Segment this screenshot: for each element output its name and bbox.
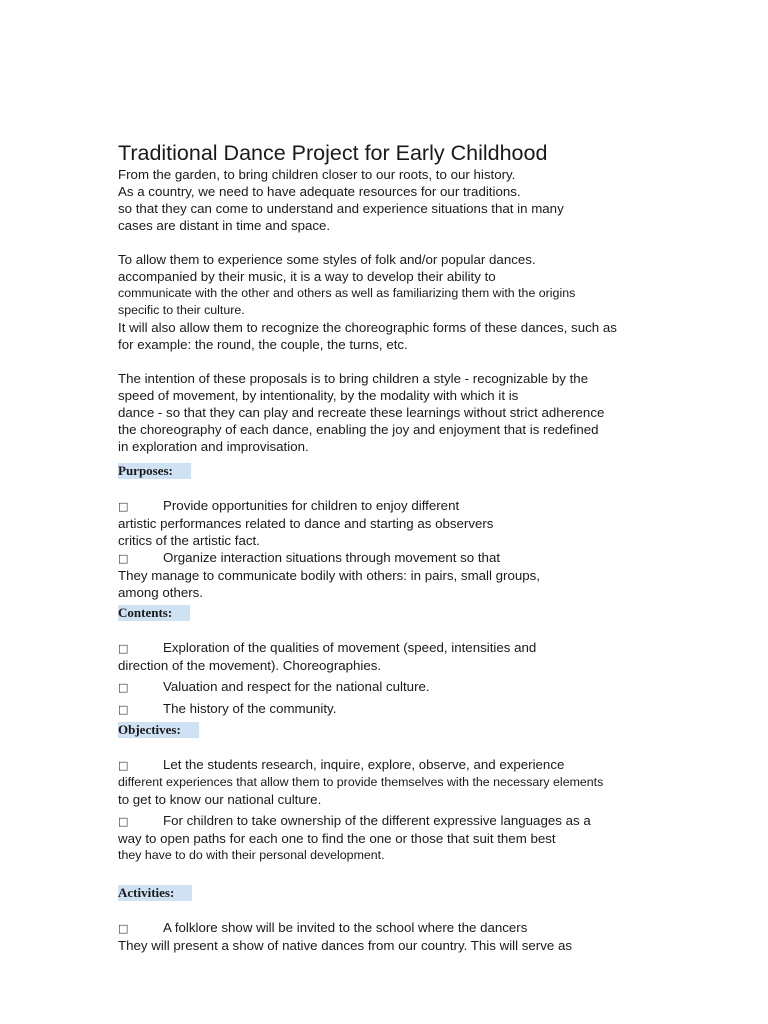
list-item [118, 700, 658, 718]
list-item-text: A folklore show will be invited to the school where the dancers [163, 920, 528, 935]
para3-line: dance - so that they can play and recreate these learnings without strict adherence [118, 405, 605, 420]
para2-line: To allow them to experience some styles of folk and/or popular dances. [118, 252, 536, 267]
list-item [118, 756, 658, 774]
list-item-text: The history of the community. [163, 701, 337, 716]
list-item-continuation: artistic performances related to dance and starting as observers [118, 516, 494, 531]
section-contents [118, 601, 658, 718]
section-heading-purposes: Purposes: [118, 463, 191, 479]
intro-line: cases are distant in time and space. [118, 218, 331, 233]
section-heading-activities: Activities: [118, 885, 192, 901]
bullet-icon: □ [118, 759, 129, 772]
para2-line: for example: the round, the couple, the turns, etc. [118, 337, 408, 352]
list-item-continuation: they have to do with their personal development. [118, 848, 385, 862]
para2-line: It will also allow them to recognize the choreographic forms of these dances, such as [118, 320, 617, 335]
intro-line: so that they can come to understand and experience situations that in many [118, 201, 564, 216]
list-item-continuation: among others. [118, 585, 204, 600]
list-item-text: Provide opportunities for children to enjoy different [163, 498, 460, 513]
bullet-icon: □ [118, 552, 129, 565]
document-title: Traditional Dance Project for Early Childhood [118, 141, 548, 165]
list-item [118, 919, 658, 937]
section-objectives [118, 718, 658, 864]
intro-line: As a country, we need to have adequate resources for our traditions. [118, 184, 521, 199]
list-item-continuation: direction of the movement). Choreographies. [118, 658, 382, 673]
list-item-continuation: They will present a show of native dances from our country. This will serve as [118, 938, 573, 953]
bullet-icon: □ [118, 642, 129, 655]
section-heading-contents: Contents: [118, 605, 190, 621]
list-item-text: Let the students research, inquire, explore, observe, and experience [163, 757, 565, 772]
list-item-text: For children to take ownership of the different expressive languages as a [163, 813, 591, 828]
list-item-continuation: to get to know our national culture. [118, 792, 322, 807]
list-item [118, 549, 658, 567]
list-item [118, 497, 658, 515]
list-item [118, 678, 658, 696]
list-item-continuation: way to open paths for each one to find the one or those that suit them best [118, 831, 556, 846]
bullet-icon: □ [118, 703, 129, 716]
list-item [118, 639, 658, 657]
list-item-text: Valuation and respect for the national culture. [163, 679, 430, 694]
list-item-continuation: They manage to communicate bodily with others: in pairs, small groups, [118, 568, 541, 583]
bullet-icon: □ [118, 815, 129, 828]
bullet-icon: □ [118, 681, 129, 694]
list-item [118, 812, 658, 830]
para3-line: in exploration and improvisation. [118, 439, 309, 454]
section-activities [118, 881, 658, 954]
para3-line: The intention of these proposals is to bring children a style - recognizable by the [118, 371, 589, 386]
para3-line: speed of movement, by intentionality, by the modality with which it is [118, 388, 519, 403]
intro-line: From the garden, to bring children closer to our roots, to our history. [118, 167, 516, 182]
list-item-continuation: critics of the artistic fact. [118, 533, 260, 548]
list-item-text: Organize interaction situations through movement so that [163, 550, 501, 565]
para2-line: specific to their culture. [118, 303, 245, 317]
para2-line: accompanied by their music, it is a way to develop their ability to [118, 269, 496, 284]
document-page [118, 140, 658, 954]
section-heading-objectives: Objectives: [118, 722, 199, 738]
bullet-icon: □ [118, 922, 129, 935]
list-item-continuation: different experiences that allow them to provide themselves with the necessary elements [118, 775, 604, 789]
section-purposes [118, 459, 658, 601]
list-item-text: Exploration of the qualities of movement (speed, intensities and [163, 640, 537, 655]
bullet-icon: □ [118, 500, 129, 513]
para3-line: the choreography of each dance, enabling the joy and enjoyment that is redefined [118, 422, 599, 437]
para2-line: communicate with the other and others as well as familiarizing them with the origins [118, 286, 576, 300]
